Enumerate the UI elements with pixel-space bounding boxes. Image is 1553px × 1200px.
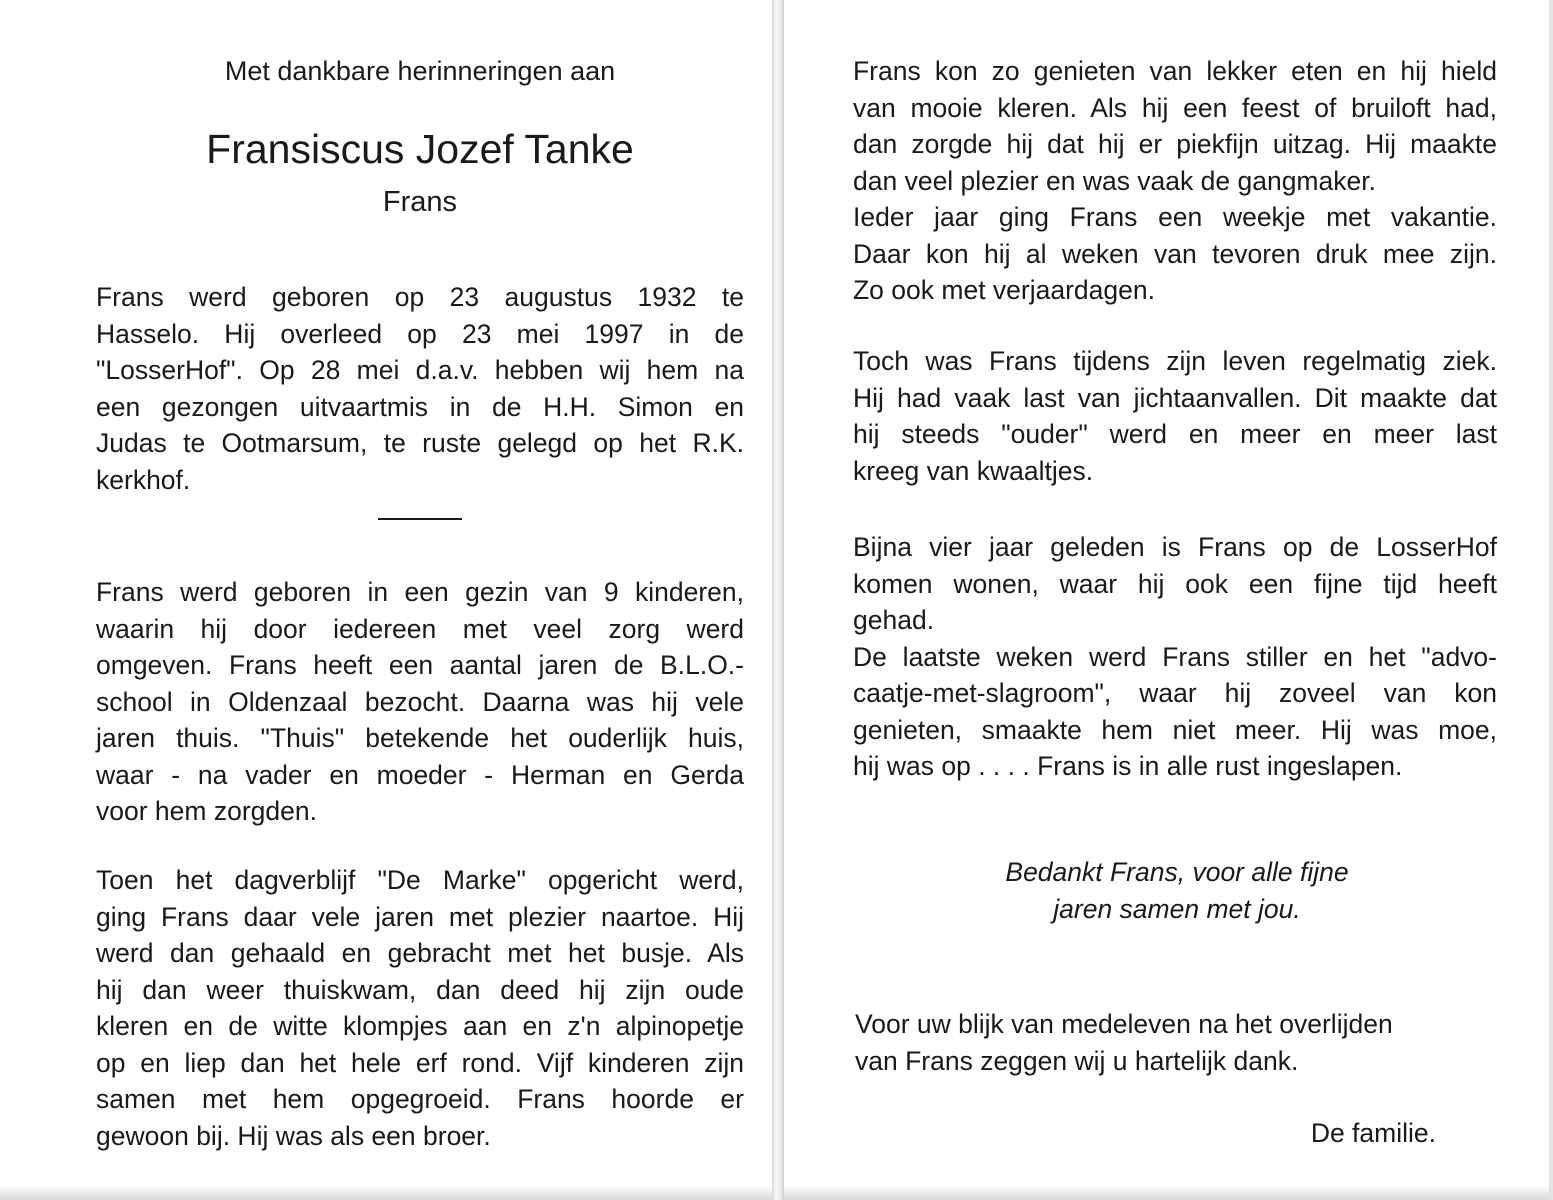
text-line: Daar kon hij al weken van tevoren druk mee zijn. — [853, 238, 1497, 269]
right-page-bottom-edge — [784, 1186, 1553, 1200]
text-line: een gezongen uitvaartmis in de H.H. Simon en — [96, 391, 744, 422]
text-line: dan zorgde hij dat hij er piekfijn uitzag. Hij maakte — [853, 129, 1497, 159]
text-line: ging Frans daar vele jaren met plezier naartoe. Hij — [96, 901, 744, 932]
text-line: Toch was Frans tijdens zijn leven regelmatig ziek. — [853, 346, 1497, 376]
text-line: Voor uw blijk van medeleven na het overlijden — [855, 1009, 1393, 1039]
thanks-verse — [874, 854, 1480, 927]
text-line: voor hem zorgden. — [96, 796, 317, 826]
deceased-name: Fransiscus Jozef Tanke — [206, 126, 634, 172]
deceased-nickname: Frans — [382, 186, 458, 218]
text-line: Frans kon zo genieten van lekker eten en hij hield — [853, 56, 1497, 86]
text-line: De laatste weken werd Frans stiller en het "advo- — [853, 641, 1497, 672]
signature — [1184, 1115, 1436, 1152]
birth-death-paragraph — [96, 279, 744, 498]
text-line: school in Oldenzaal bezocht. Daarna was hij vele — [96, 686, 744, 717]
text-line: kreeg van kwaaltjes. — [853, 455, 1094, 486]
text-line: hij dan weer thuiskwam, dan deed hij zijn oude — [96, 974, 744, 1005]
text-line: samen met hem opgegroeid. Frans hoorde er — [96, 1084, 744, 1114]
text-line: hij was op . . . . Frans is in alle rust ingeslapen. — [853, 751, 1403, 781]
right-page-side-edge — [1549, 0, 1553, 1200]
text-line: Hasselo. Hij overleed op 23 mei 1997 in de — [96, 318, 744, 349]
text-line: van mooie kleren. Als hij een feest of bruiloft had, — [853, 92, 1497, 123]
enjoyment-paragraph — [853, 53, 1497, 309]
text-line: op en liep dan het hele erf rond. Vijf kinderen zijn — [96, 1047, 744, 1078]
text-line: van Frans zeggen wij u hartelijk dank. — [855, 1045, 1299, 1076]
text-line: jaren thuis. "Thuis" betekende het ouderlijk huis, — [96, 723, 744, 753]
text-line: Bijna vier jaar geleden is Frans op de LosserHof — [853, 532, 1497, 562]
text-line: genieten, smaakte hem niet meer. Hij was moe, — [853, 714, 1497, 745]
text-line: gewoon bij. Hij was als een broer. — [96, 1120, 491, 1151]
family-paragraph — [96, 574, 744, 830]
divider-rule — [378, 518, 462, 520]
text-line: Toen het dagverblijf "De Marke" opgericht werd, — [96, 865, 744, 895]
text-line: Frans werd geboren in een gezin van 9 kinderen, — [96, 577, 744, 607]
text-line: Ieder jaar ging Frans een weekje met vakantie. — [853, 202, 1497, 232]
text-line: Judas te Ootmarsum, te ruste gelegd op het R.K. — [96, 428, 744, 458]
text-line: komen wonen, waar hij ook een fijne tijd heeft — [853, 568, 1497, 599]
text-line: Zo ook met verjaardagen. — [853, 275, 1155, 305]
signature-text: De familie. — [1310, 1118, 1436, 1148]
left-page — [0, 0, 772, 1200]
text-line: Hij had vaak last van jichtaanvallen. Dit maakte dat — [853, 382, 1497, 413]
text-line: "LosserHof". Op 28 mei d.a.v. hebben wij hem na — [96, 355, 744, 385]
text-line: waar - na vader en moeder - Herman en Gerda — [96, 759, 744, 790]
text-line: omgeven. Frans heeft een aantal jaren de B.L.O.- — [96, 650, 744, 680]
text-line: kleren en de witte klompjes aan en z'n alpinopetje — [96, 1011, 744, 1041]
card-fold — [772, 0, 784, 1200]
left-page-bottom-edge — [0, 1186, 772, 1200]
daycare-paragraph — [96, 862, 744, 1154]
text-line: Bedankt Frans, voor alle fijne — [1005, 857, 1349, 887]
text-line: kerkhof. — [96, 464, 191, 495]
text-line: caatje-met-slagroom", waar hij zoveel van kon — [853, 678, 1497, 708]
intro-line: Met dankbare herinneringen aan — [224, 56, 616, 86]
text-line: jaren samen met jou. — [1053, 893, 1301, 924]
text-line: dan veel plezier en was vaak de gangmaker. — [853, 165, 1376, 196]
text-line: werd dan gehaald en gebracht met het busje. Als — [96, 938, 744, 968]
text-line: Frans werd geboren op 23 augustus 1932 te — [96, 282, 744, 312]
gratitude-paragraph — [855, 1006, 1505, 1079]
illness-paragraph — [853, 343, 1497, 489]
text-line: waarin hij door iedereen met veel zorg werd — [96, 613, 744, 644]
text-line: hij steeds "ouder" werd en meer en meer last — [853, 419, 1497, 449]
final-years-paragraph — [853, 529, 1497, 785]
right-page — [784, 0, 1553, 1200]
text-line: gehad. — [853, 605, 935, 635]
